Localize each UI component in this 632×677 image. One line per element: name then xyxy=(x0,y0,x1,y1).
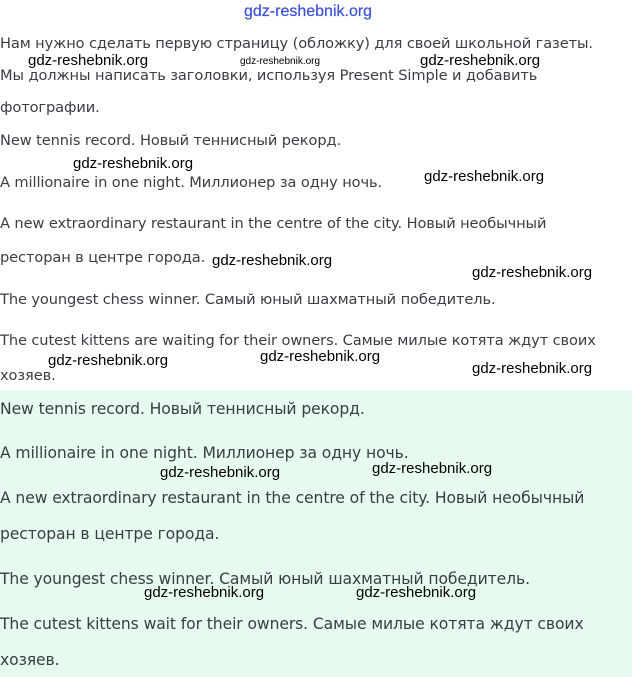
headline-4: The youngest chess winner. Самый юный шахматный победитель. xyxy=(0,291,496,308)
watermark: gdz-reshebnik.org xyxy=(372,460,493,477)
watermark: gdz-reshebnik.org xyxy=(144,584,265,601)
watermark: gdz-reshebnik.org xyxy=(260,348,381,365)
answer-line-5-continued: хозяев. xyxy=(0,651,60,669)
answer-line-1: New tennis record. Новый теннисный рекорд. xyxy=(0,400,365,418)
watermark: gdz-reshebnik.org xyxy=(212,252,333,269)
headline-3-continued: ресторан в центре города. xyxy=(0,249,206,266)
answer-block xyxy=(0,390,632,677)
watermark: gdz-reshebnik.org xyxy=(73,155,194,172)
watermark: gdz-reshebnik.org xyxy=(160,464,281,481)
answer-line-3: A new extraordinary restaurant in the centre of the city. Новый необычный xyxy=(0,489,585,507)
task-line-2: Мы должны написать заголовки, используя Present Simple и добавить xyxy=(0,67,538,84)
watermark: gdz-reshebnik.org xyxy=(356,584,477,601)
task-line-1: Нам нужно сделать первую страницу (обложку) для своей школьной газеты. xyxy=(0,35,593,52)
watermark: gdz-reshebnik.org xyxy=(48,352,169,369)
watermark: gdz-reshebnik.org xyxy=(472,264,593,281)
task-line-3: фотографии. xyxy=(0,99,100,116)
headline-5-continued: хозяев. xyxy=(0,367,56,384)
headline-3: A new extraordinary restaurant in the centre of the city. Новый необычный xyxy=(0,215,547,232)
answer-line-4: The youngest chess winner. Самый юный шахматный победитель. xyxy=(0,570,530,588)
answer-line-2: A millionaire in one night. Миллионер за одну ночь. xyxy=(0,444,409,462)
headline-1: New tennis record. Новый теннисный рекорд. xyxy=(0,132,342,149)
site-watermark-top[interactable]: gdz-reshebnik.org xyxy=(244,3,373,20)
headline-2: A millionaire in one night. Миллионер за одну ночь. xyxy=(0,174,383,191)
answer-line-3-continued: ресторан в центре города. xyxy=(0,525,220,543)
watermark: gdz-reshebnik.org xyxy=(424,168,545,185)
headline-5: The cutest kittens are waiting for their owners. Самые милые котята ждут своих xyxy=(0,332,596,349)
watermark: gdz-reshebnik.org xyxy=(240,56,321,67)
answer-line-5: The cutest kittens wait for their owners. Самые милые котята ждут своих xyxy=(0,615,584,633)
watermark: gdz-reshebnik.org xyxy=(28,52,149,69)
watermark: gdz-reshebnik.org xyxy=(420,52,541,69)
watermark: gdz-reshebnik.org xyxy=(472,360,593,377)
